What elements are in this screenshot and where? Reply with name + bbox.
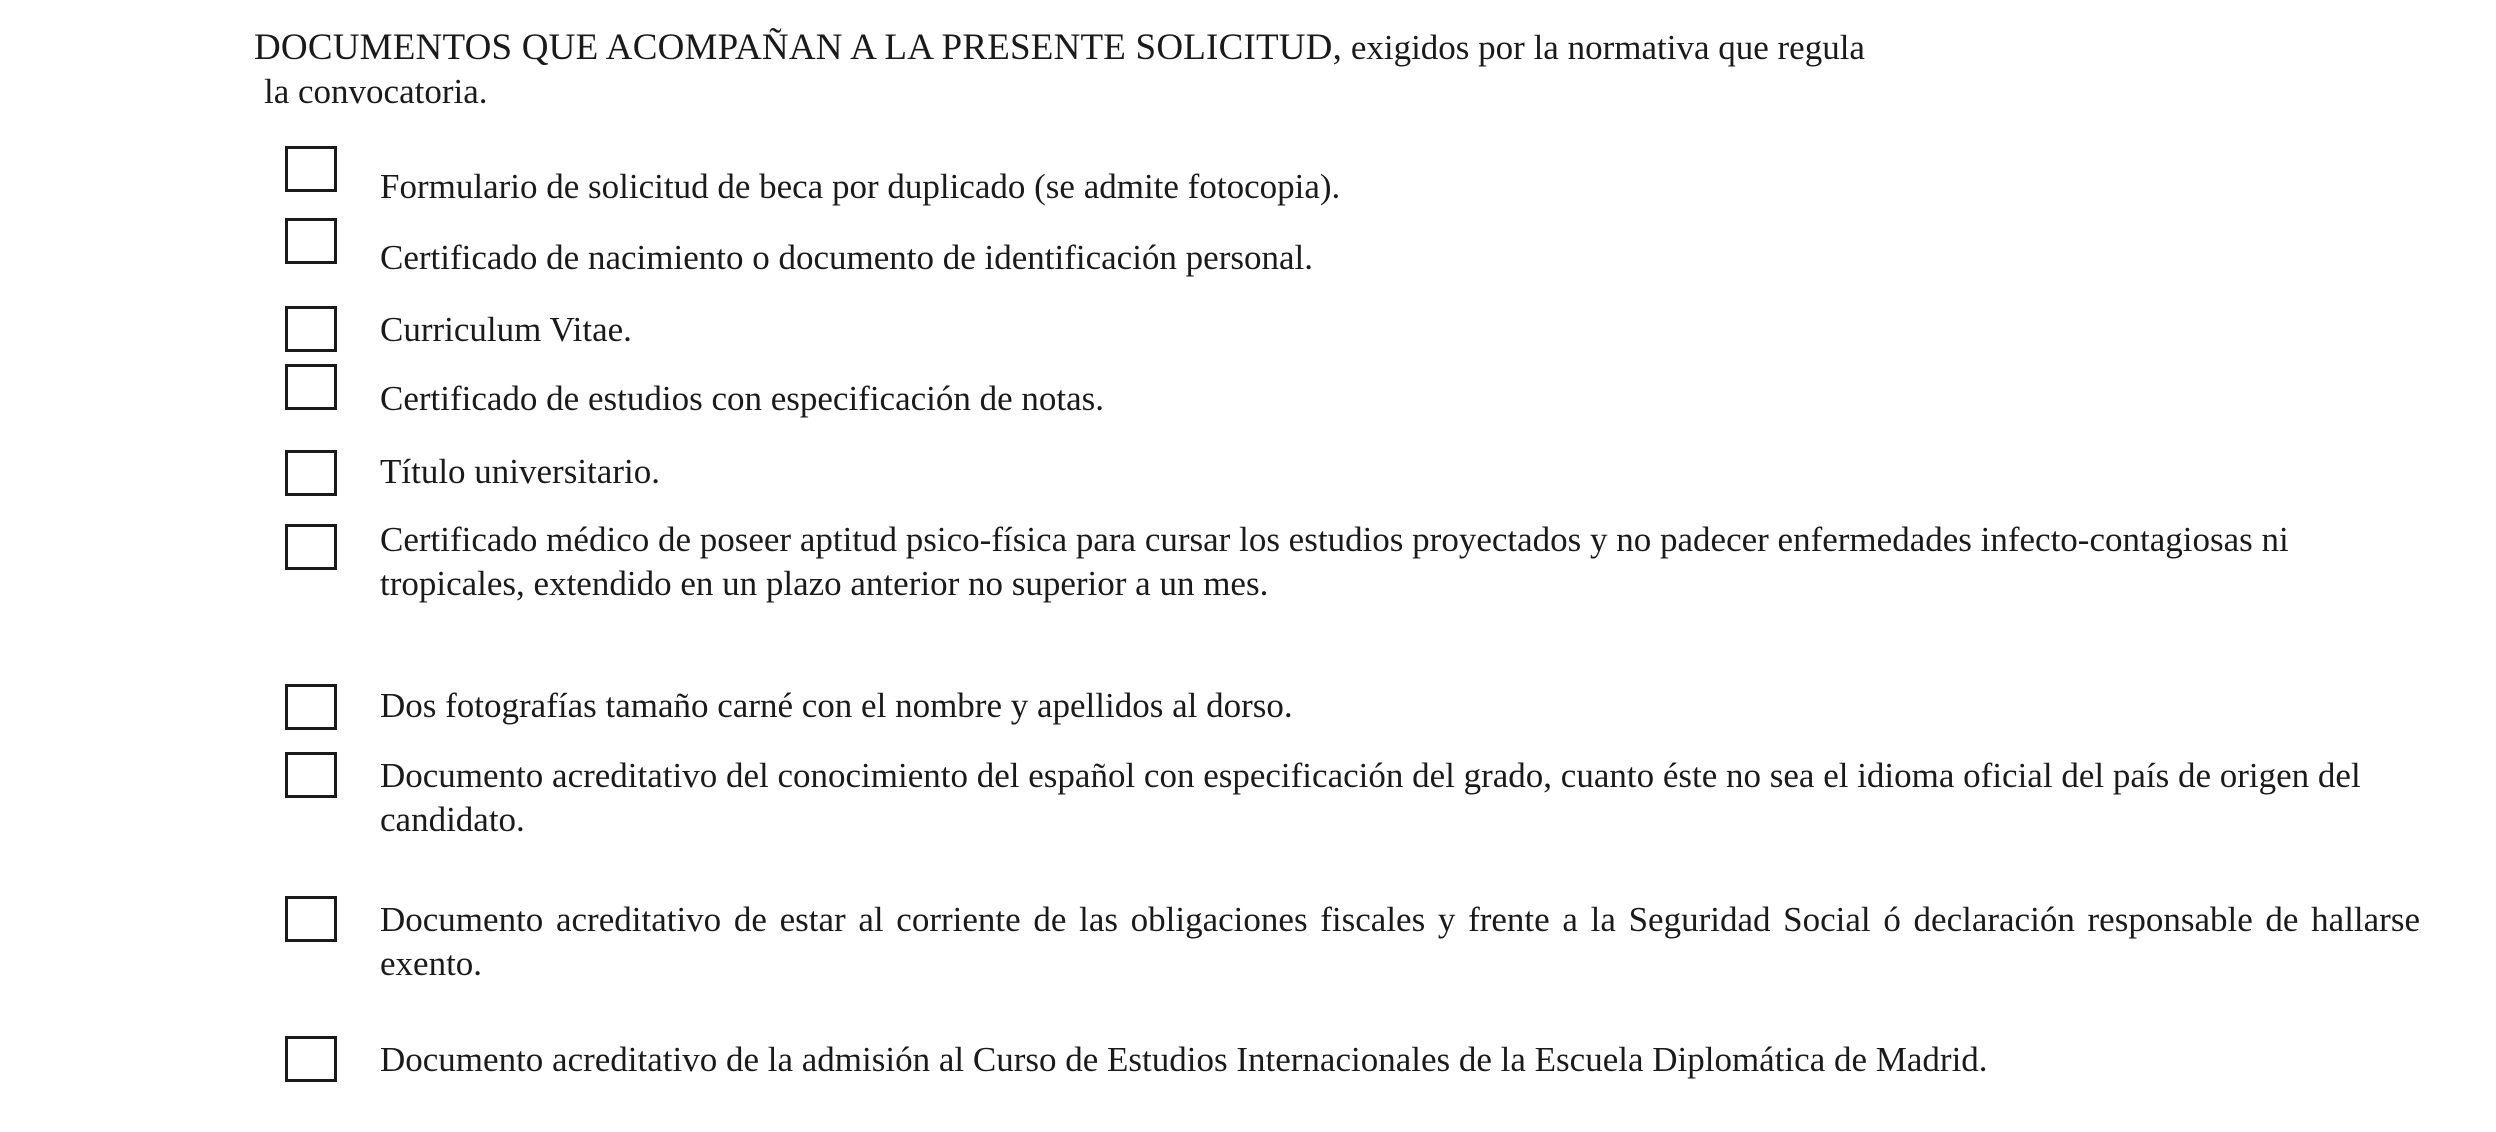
checkbox-3[interactable] bbox=[285, 306, 337, 352]
checkbox-1[interactable] bbox=[285, 146, 337, 192]
item-label-4: Certificado de estudios con especificación de notas. bbox=[380, 379, 1105, 418]
checkbox-6[interactable] bbox=[285, 524, 337, 570]
item-label-5: Título universitario. bbox=[380, 452, 660, 491]
item-label-7: Dos fotografías tamaño carné con el nombre y apellidos al dorso. bbox=[380, 686, 1293, 725]
checkbox-8[interactable] bbox=[285, 752, 337, 798]
checkbox-7[interactable] bbox=[285, 684, 337, 730]
checkbox-2[interactable] bbox=[285, 218, 337, 264]
section-heading bbox=[254, 26, 2354, 114]
item-label-1: Formulario de solicitud de beca por duplicado (se admite fotocopia). bbox=[380, 167, 1341, 206]
checkbox-4[interactable] bbox=[285, 364, 337, 410]
checkbox-9[interactable] bbox=[285, 896, 337, 942]
checkbox-10[interactable] bbox=[285, 1036, 337, 1082]
heading-caps: DOCUMENTOS QUE ACOMPAÑAN A LA PRESENTE SOLICITUD, bbox=[254, 27, 1343, 68]
item-label-8: Documento acreditativo del conocimiento del español con especificación del grado, cuanto éste no sea el idioma oficial del país de origen del candidato. bbox=[380, 756, 2361, 839]
heading-line-2: la convocatoria. bbox=[264, 72, 488, 111]
checkbox-5[interactable] bbox=[285, 450, 337, 496]
heading-rest: exigidos por la normativa que regula bbox=[1342, 28, 1865, 67]
item-label-6: Certificado médico de poseer aptitud psico-física para cursar los estudios proyectados y no padecer enfermedades infecto-contagiosas ni tropicales, extendido en un plazo anterior no superior a un mes. bbox=[380, 520, 2289, 603]
heading-line-1 bbox=[254, 26, 2354, 70]
item-label-9: Documento acreditativo de estar al corriente de las obligaciones fiscales y frente a la Seguridad Social ó declaración responsable de hallarse exento. bbox=[380, 900, 2420, 983]
item-label-2: Certificado de nacimiento o documento de identificación personal. bbox=[380, 238, 1314, 277]
item-label-10: Documento acreditativo de la admisión al Curso de Estudios Internacionales de la Escuela Diplomática de Madrid. bbox=[380, 1040, 1988, 1079]
item-label-3: Curriculum Vitae. bbox=[380, 310, 632, 349]
